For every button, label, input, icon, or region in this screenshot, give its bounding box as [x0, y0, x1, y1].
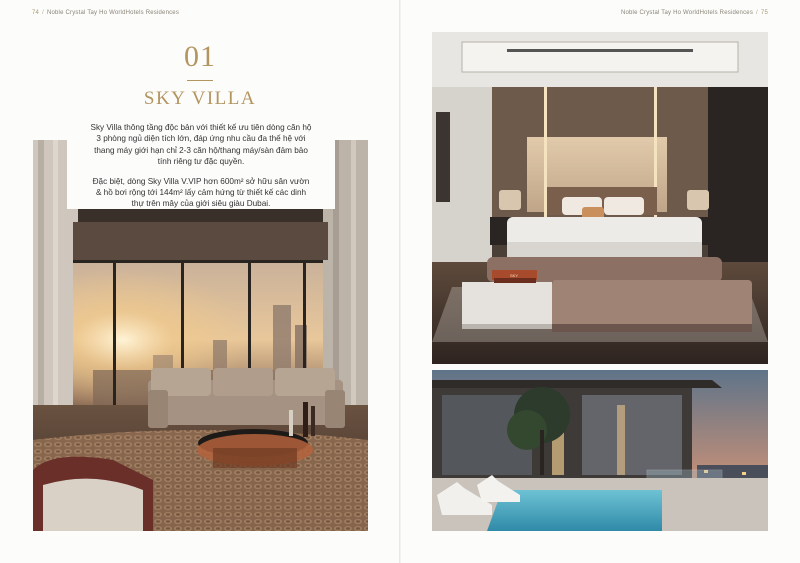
left-header-title: Noble Crystal Tay Ho WorldHotels Residences — [46, 10, 180, 16]
page-gutter — [399, 0, 401, 563]
body-paragraph-1: Sky Villa thông tầng độc bản với thiết kế ưu tiên dòng căn hộ 3 phòng ngủ diện tích lớn, đáp ứng nhu cầu đa thế hệ với thang máy giới hạn chỉ 2-3 căn hộ/thang máy/sàn đảm bảo tính riêng tư đặc quyền. — [90, 123, 312, 167]
left-running-header — [32, 10, 179, 16]
header-separator-right: / — [756, 10, 758, 16]
pool-illustration — [432, 370, 768, 531]
book-cover-text: SKY — [509, 273, 519, 278]
bedroom-photo — [432, 32, 768, 364]
right-running-header — [621, 10, 768, 16]
title-divider — [187, 80, 213, 81]
right-header-title: Noble Crystal Tay Ho WorldHotels Residences — [620, 10, 754, 16]
pool-terrace-photo — [432, 370, 768, 531]
section-body — [90, 122, 312, 218]
section-number: 01 — [184, 40, 216, 73]
right-page-number: 75 — [760, 10, 768, 16]
header-separator: / — [42, 10, 44, 16]
bedroom-illustration — [432, 32, 768, 364]
body-paragraph-2: Đặc biệt, dòng Sky Villa V.VIP hơn 600m² sở hữu sân vườn & hồ bơi rộng tới 144m² lấy cảm hứng từ thiết kế các dinh thự trên mây của giới siêu giàu Dubai. — [92, 176, 310, 209]
left-page-number: 74 — [32, 10, 40, 16]
section-title: SKY VILLA — [143, 88, 257, 109]
